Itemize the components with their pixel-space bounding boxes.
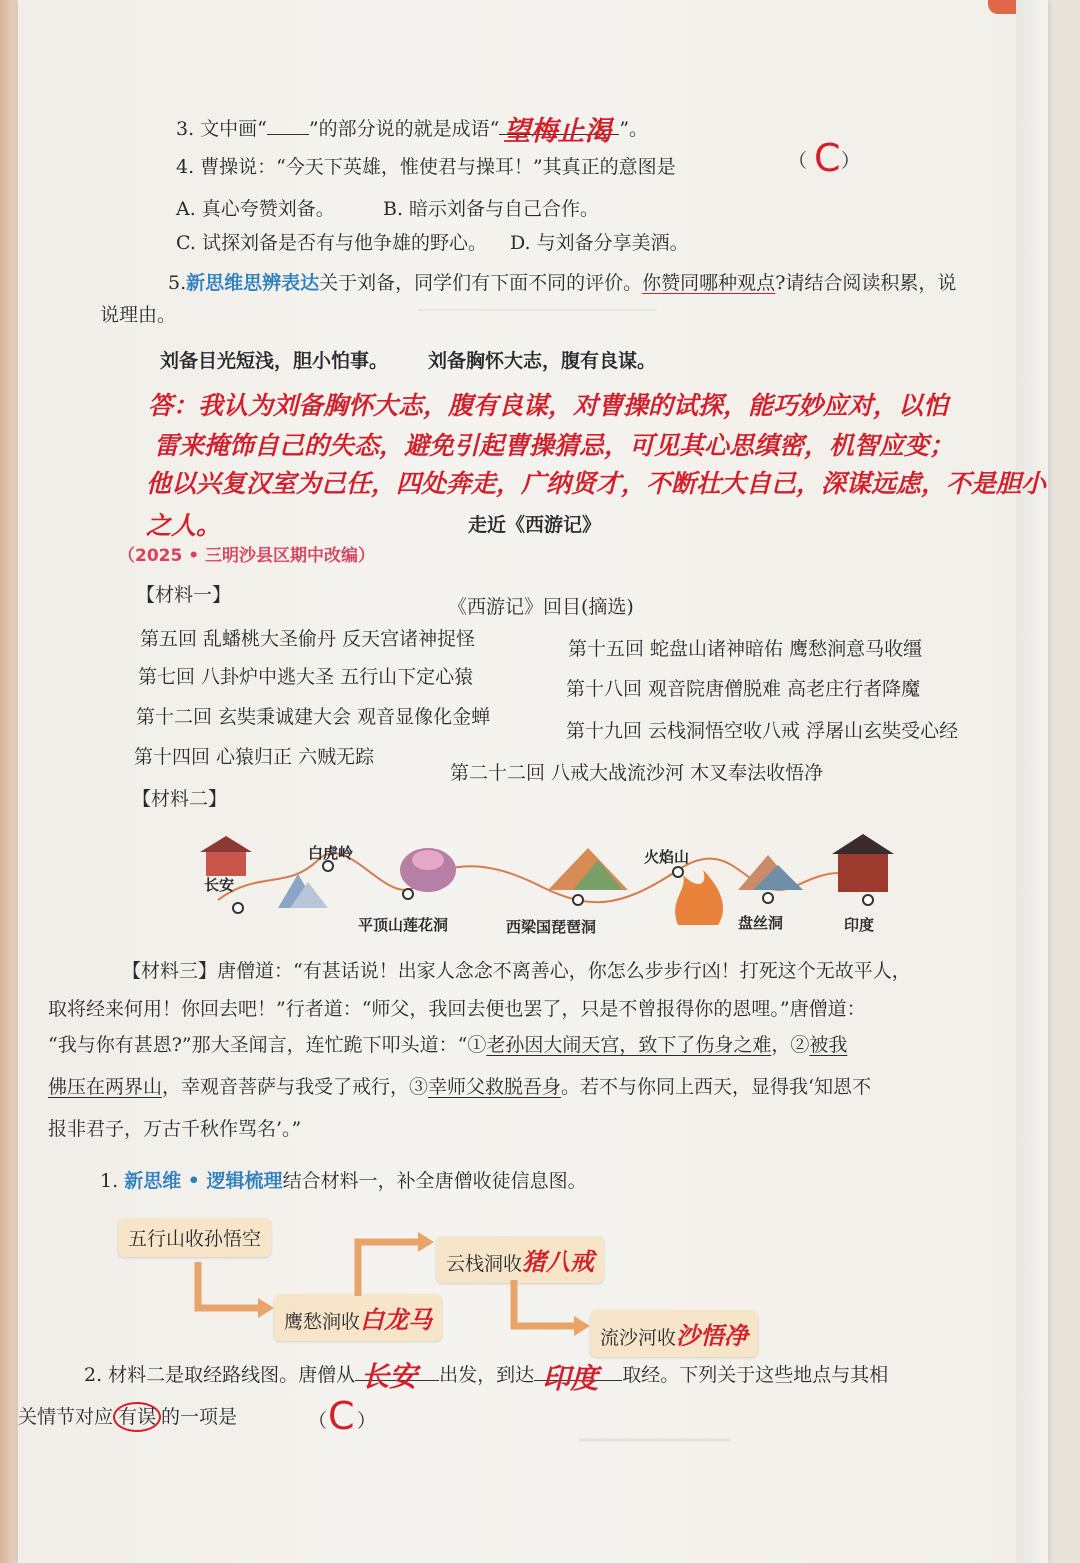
chapter-row-3-right: 第十九回 云栈洞悟空收八戒 浮屠山玄奘受心经 [566,720,959,742]
question-3: 3. 文中画“ ”的部分说的就是成语“ 望梅止渴 ”。 [176,116,649,147]
view-1: 刘备目光短浅，胆小怕事。 [160,350,389,372]
answer-line-3: 他以兴复汉室为己任，四处奔走，广纳贤才，不断壮大自己，深谋远虑，不是胆小 [146,469,1047,498]
flow-arrow-3 [504,1276,604,1346]
bleed-through-text: ────────────────────── [418,300,657,321]
temple-icon [832,834,894,892]
question-5-cont: 说理由。 [100,304,177,326]
web-mountain-icon [738,855,803,890]
bleed-through-text: ━━━━━━━━━━━━━━ [578,1430,730,1451]
place-pansidong: 盘丝洞 [738,914,784,932]
q4-option-b: B. 暗示刘备与自己合作。 [383,198,600,220]
place-huoyanshan: 火焰山 [644,848,690,866]
fire-icon [675,870,723,925]
flow-box-1: 五行山收孙悟空 [118,1218,271,1257]
flow-box-3: 云栈洞收猪八戒 [436,1236,604,1283]
material-2-label: 【材料二】 [132,788,228,810]
chapter-row-1-right: 第十五回 蛇盘山诸神暗佑 鹰愁涧意马收缰 [568,638,923,660]
q4-option-d: D. 与刘备分享美酒。 [510,232,689,254]
place-lianhuadong: 平顶山莲花洞 [358,916,449,934]
q4-paren: （ ） [788,150,861,172]
view-2: 刘备胸怀大志，腹有良谋。 [428,350,657,372]
worksheet-page [18,0,1048,1563]
flow-box-2: 鹰愁涧收白龙马 [274,1294,442,1341]
lotus-mountain-icon [400,848,456,892]
place-india: 印度 [844,916,875,934]
q4-answer-handwriting: C [814,136,841,180]
answer-handwriting: 望梅止渴 [503,116,612,147]
chapter-row-2-left: 第七回 八卦炉中逃大圣 五行山下定心猿 [138,666,474,688]
question-b1: 1. 新思维 • 逻辑梳理结合材料一，补全唐僧收徒信息图。 [100,1170,587,1192]
question-5: 5.新思维思辨表达关于刘备，同学们有下面不同的评价。你赞同哪种观点?请结合阅读积累，说 [168,272,957,294]
cave-mountain-icon [548,848,628,890]
answer-line-4: 之人。 [146,511,222,540]
question-b2-line-2: 关情节对应 有误 的一项是 [18,1406,237,1429]
material-1-subtitle: 《西游记》回目(摘选) [448,596,634,618]
material-3-line-1: 【材料三】唐僧道：“有甚话说！出家人念念不离善心，你怎么步步行凶！打死这个无故平人， [122,960,911,982]
chapter-row-4-left: 第十四回 心猿归正 六贼无踪 [134,746,375,768]
q2b-paren: （ ） [308,1410,377,1432]
book-spine-left [0,0,18,1563]
q4-option-a: A. 真心夸赞刘备。 [176,198,335,220]
answer-line-1: 答：我认为刘备胸怀大志，腹有良谋，对曹操的试探，能巧妙应对，以怕 [148,391,949,420]
q4-option-c: C. 试探刘备是否有与他争雄的野心。 [176,232,487,254]
chapter-row-3-left: 第十二回 玄奘秉诚建大会 观音显像化金蝉 [136,706,491,728]
place-baihuling: 白虎岭 [308,844,354,862]
chapter-row-4-right: 第二十二回 八戒大战流沙河 木叉奉法收悟净 [450,762,824,784]
question-b2-line-1: 2. 材料二是取经路线图。唐僧从 长安 出发，到达 印度 取经。下列关于这些地点与其相 [84,1360,889,1395]
chapter-row-1-left: 第五回 乱蟠桃大圣偷丹 反天宫诸神捉怪 [140,628,476,650]
chapter-row-2-right: 第十八回 观音院唐僧脱难 高老庄行者降魔 [566,678,921,700]
q2b-answer-handwriting: C [328,1394,355,1438]
material-3-line-5: 报非君子，万古千秋作骂名’。” [48,1118,302,1140]
question-4: 4. 曹操说：“今天下英雄，惟使君与操耳！”其真正的意图是 [176,156,676,178]
flow-arrow-1 [188,1258,288,1328]
place-pipadong: 西梁国琵琶洞 [506,918,597,936]
material-3-line-3-text: “我与你有甚恩?”那大圣闻言，连忙跪下叩头道：“①老孙因大闹天宫，致下了伤身之难，②被我 [48,1034,848,1056]
answer-line-2: 雷来掩饰自己的失态，避免引起曹操猜忌，可见其心思缜密，机智应变； [154,431,955,460]
material-1-label: 【材料一】 [136,584,232,606]
section-title: 走近《西游记》 [468,514,602,536]
material-3-line-2: 取将经来何用！你回去吧！”行者道：“师父，我回去便也罢了，只是不曾报得你的恩哩。”唐僧道： [48,998,866,1020]
flow-box-4: 流沙河收沙悟净 [590,1310,758,1357]
palace-icon [200,836,252,876]
material-3-line-4: 佛压在两界山，幸观音菩萨与我受了戒行，③幸师父救脱吾身。若不与你同上西天，显得我‘知恩不 [48,1076,872,1098]
mountain-icon [278,874,328,908]
section-source: （2025 • 三明沙县区期中改编） [118,546,376,566]
next-page-edge [1016,0,1048,1563]
place-changan: 长安 [204,876,235,894]
flow-arrow-2 [348,1226,448,1306]
